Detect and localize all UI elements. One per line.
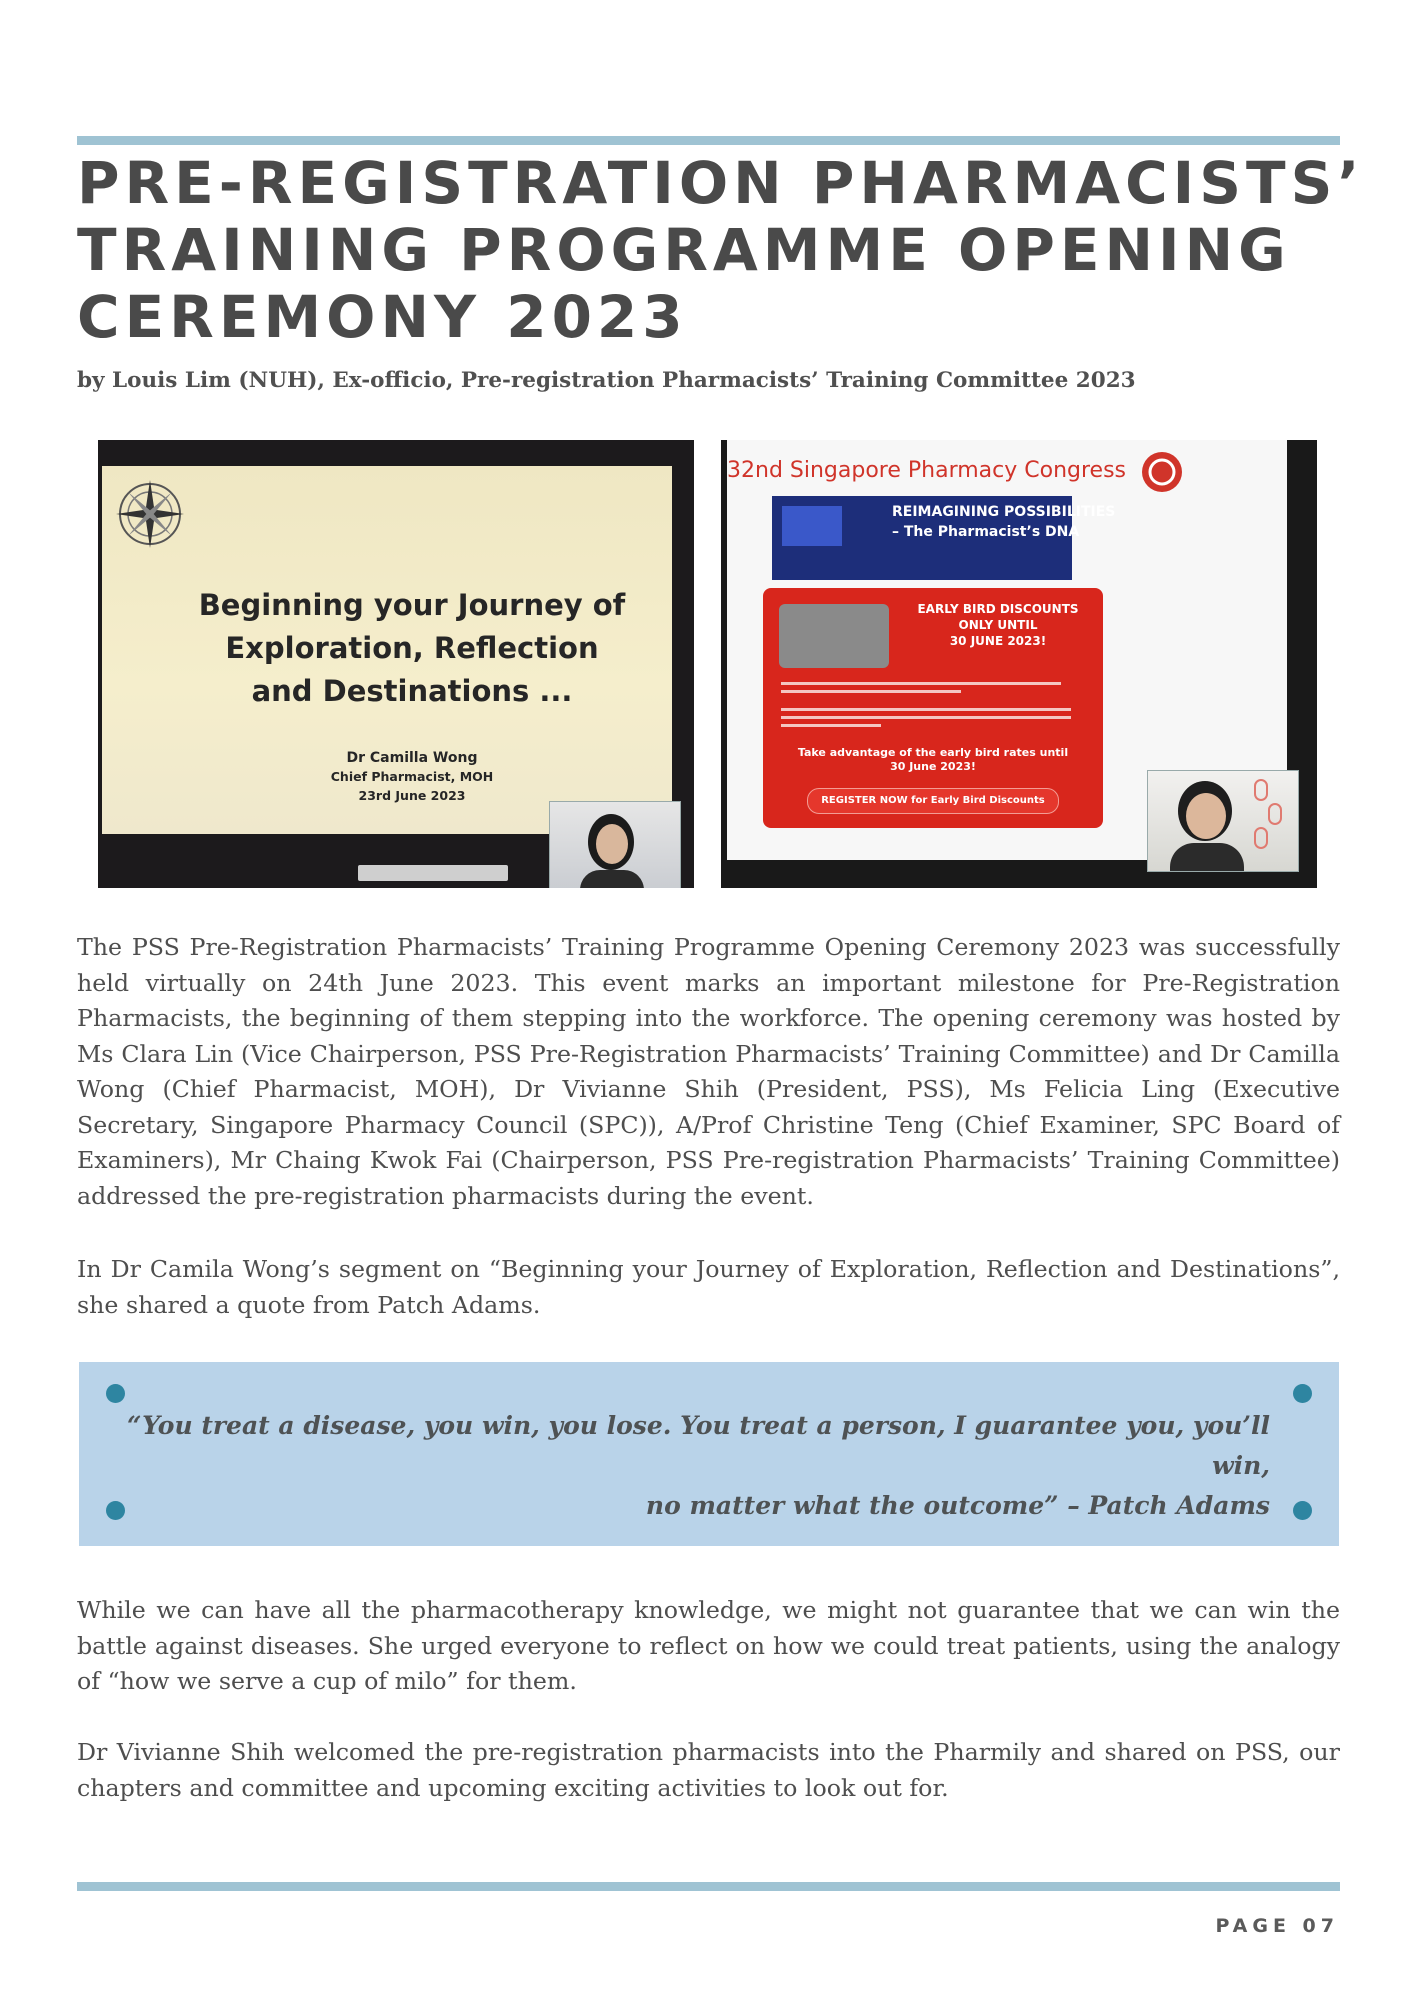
- slide-screen: [102, 466, 672, 834]
- page-number: PAGE 07: [1215, 1915, 1339, 1937]
- person-shoulders: [1170, 843, 1244, 871]
- person-shoulders: [580, 870, 644, 888]
- title-line: TRAINING PROGRAMME OPENING: [77, 216, 1291, 284]
- fine-print: [781, 724, 881, 727]
- congress-title: 32nd Singapore Pharmacy Congress: [727, 458, 1126, 483]
- discount-text: ONLY UNTIL: [958, 618, 1038, 632]
- banner-subheadline: – The Pharmacist’s DNA: [892, 524, 1080, 540]
- early-bird-panel: [763, 588, 1103, 828]
- fine-print: [781, 716, 1071, 719]
- title-line: PRE-REGISTRATION PHARMACISTS’: [77, 149, 1365, 217]
- person-face: [596, 824, 628, 864]
- quote-dot: [106, 1384, 125, 1403]
- compass-icon: [110, 474, 190, 554]
- pull-quote: [79, 1362, 1339, 1546]
- person-face: [1186, 793, 1226, 839]
- fine-print: [781, 690, 961, 693]
- photo-congress-slide: [721, 440, 1317, 888]
- webcam-thumbnail: [549, 801, 681, 888]
- body-paragraph: While we can have all the pharmacotherapy knowledge, we might not guarantee that we can win the battle against diseases. She urged everyone to reflect on how we could treat patients, using the analogy of “how we serve a cup of milo” for them.: [77, 1596, 1340, 1695]
- discount-text: 30 JUNE 2023!: [949, 634, 1047, 648]
- bottom-divider: [77, 1882, 1340, 1891]
- slide-speaker: Dr Camilla Wong: [346, 750, 478, 766]
- discount-text: EARLY BIRD DISCOUNTS: [917, 602, 1079, 616]
- banner-headline: REIMAGINING POSSIBILITIES: [892, 504, 1116, 520]
- body-paragraph: Dr Vivianne Shih welcomed the pre-registration pharmacists into the Pharmily and shared on PSS, our chapters and committee and upcoming exciting activities to look out for.: [77, 1738, 1340, 1802]
- quote-line: “You treat a disease, you win, you lose. You treat a person, I guarantee you, you’ll win,: [127, 1411, 1270, 1480]
- body-paragraph: The PSS Pre-Registration Pharmacists’ Training Programme Opening Ceremony 2023 was successfully held virtually on 24th June 2023. This event marks an important milestone for Pre-Registration Pharmacists, the beginning of them stepping into the workforce. The opening ceremony was hosted by Ms Clara Lin (Vice Chairperson, PSS Pre-Registration Pharmacists’ Training Committee) and Dr Camilla Wong (Chief Pharmacist, MOH), Dr Vivianne Shih (President, PSS), Ms Felicia Ling (Executive Secretary, Singapore Pharmacy Council (SPC)), A/Prof Christine Teng (Chief Examiner, SPC Board of Examiners), Mr Chaing Kwok Fai (Chairperson, PSS Pre-registration Pharmacists’ Training Committee) addressed the pre-registration pharmacists during the event.: [77, 933, 1340, 1210]
- pill-icon: [1249, 774, 1287, 854]
- phone-image: [779, 604, 889, 668]
- quote-text: [120, 1406, 1270, 1526]
- top-divider: [77, 136, 1340, 145]
- quote-dot: [1293, 1501, 1312, 1520]
- fine-print: [781, 708, 1071, 711]
- slide-speaker-role: Chief Pharmacist, MOH: [330, 769, 494, 784]
- photo-slide-presentation: [98, 440, 694, 888]
- slide-screen: [727, 440, 1287, 860]
- article-title: [77, 149, 1365, 351]
- rate-text: Take advantage of the early bird rates until: [797, 746, 1069, 759]
- slide-date: 23rd June 2023: [358, 788, 466, 803]
- monitor-stand: [358, 865, 508, 881]
- quote-line: no matter what the outcome” – Patch Adams: [645, 1491, 1270, 1520]
- congress-banner: [772, 496, 1116, 580]
- banner-logo: [782, 506, 842, 546]
- body-paragraph: In Dr Camila Wong’s segment on “Beginning your Journey of Exploration, Reflection and Destinations”, she shared a quote from Patch Adams.: [77, 1255, 1340, 1319]
- congress-logo-icon: [1140, 450, 1184, 494]
- quote-dot: [1293, 1384, 1312, 1403]
- fine-print: [781, 682, 1061, 685]
- slide-title: Beginning your Journey of Exploration, Reflection and Destinations ...: [198, 588, 626, 708]
- rate-text: 30 June 2023!: [890, 760, 976, 773]
- title-line: CEREMONY 2023: [77, 283, 688, 351]
- register-button: REGISTER NOW for Early Bird Discounts: [807, 788, 1059, 814]
- byline: by Louis Lim (NUH), Ex-officio, Pre-registration Pharmacists’ Training Committee 2023: [77, 368, 1136, 393]
